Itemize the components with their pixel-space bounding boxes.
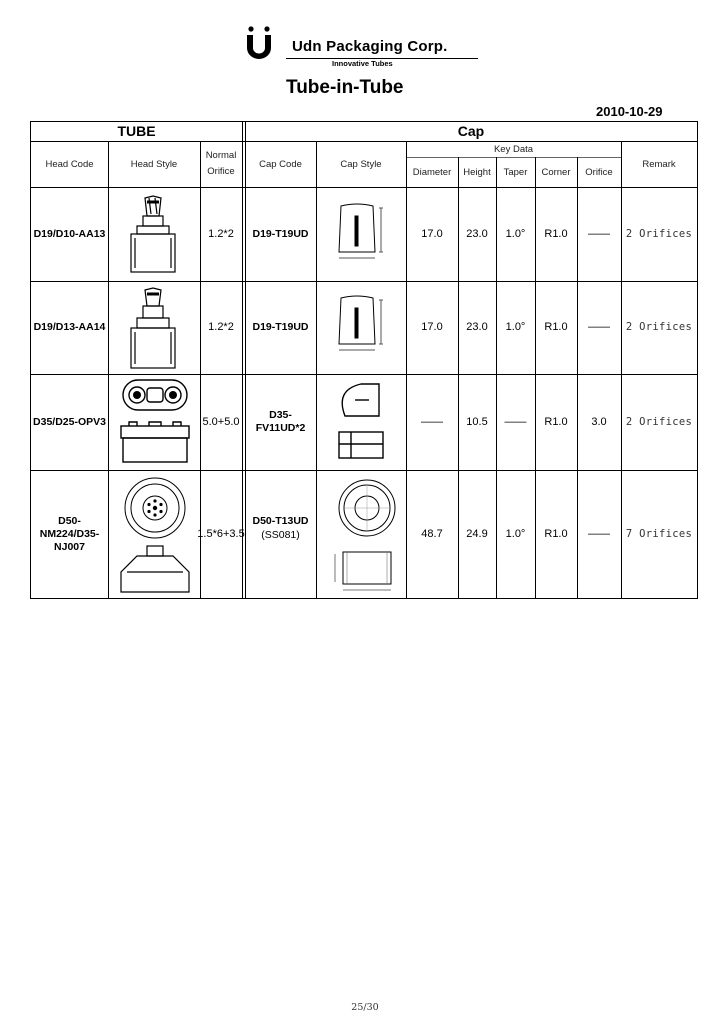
row1-normal-orifice: 1.2*2: [208, 227, 234, 240]
tube-head-drawing: [115, 474, 195, 594]
row2-head-code: D19/D13-AA14: [33, 321, 106, 333]
row2-corner: R1.0: [544, 321, 568, 333]
col-key-data: Key Data: [493, 143, 534, 155]
row1-cap-code: D19-T19UD: [252, 227, 309, 240]
row3-head-code: D35/D25-OPV3: [33, 415, 106, 428]
col-height: Height: [463, 166, 491, 178]
row3-cap-code: D35-FV11UD*2: [255, 409, 306, 434]
row4-height: 24.9: [466, 527, 488, 540]
row1-taper: 1.0°: [505, 227, 526, 240]
product-table: [30, 121, 698, 599]
row3-corner: R1.0: [544, 415, 568, 428]
document-title: Tube-in-Tube: [286, 77, 404, 98]
tube-head-drawing: [117, 378, 193, 466]
row4-taper: 1.0°: [505, 527, 526, 540]
row4-orifice: ——: [588, 527, 610, 540]
page-number: 25/30: [351, 1002, 379, 1013]
row1-diameter: 17.0: [421, 227, 443, 240]
row1-remark: 2 Orifices: [625, 227, 693, 240]
row4-head-code: D50-NM224/D35-NJ007: [39, 514, 100, 553]
row1-head-code: D19/D10-AA13: [33, 227, 106, 240]
document-date: 2010-10-29: [596, 104, 663, 119]
row3-remark: 2 Orifices: [625, 415, 693, 428]
row4-corner: R1.0: [544, 527, 568, 540]
row3-diameter: ——: [421, 415, 443, 428]
col-remark: Remark: [642, 158, 676, 170]
row1-orifice: ——: [588, 227, 610, 240]
row2-height: 23.0: [466, 321, 488, 333]
udn-logo-icon: [244, 26, 274, 60]
row2-orifice: ——: [588, 321, 610, 333]
col-cap-style: Cap Style: [340, 158, 382, 170]
row4-cap-code-sub: (SS081): [261, 529, 300, 541]
row2-diameter: 17.0: [421, 321, 443, 333]
cap-drawing: [331, 380, 395, 464]
col-diameter: Diameter: [412, 166, 452, 178]
col-orifice: Orifice: [585, 166, 613, 178]
col-cap-code: Cap Code: [259, 158, 302, 170]
col-corner: Corner: [541, 166, 571, 178]
column-divider: [108, 141, 109, 598]
row1-height: 23.0: [466, 227, 488, 240]
cap-drawing: [329, 202, 393, 266]
row4-cap-code: D50-T13UD: [252, 515, 309, 527]
row2-remark: 2 Orifices: [625, 321, 693, 333]
row4-diameter: 48.7: [421, 527, 443, 540]
tube-head-drawing: [123, 194, 183, 276]
row4-normal-orifice: 1.5*6+3.5: [197, 527, 245, 540]
company-name: Udn Packaging Corp.: [292, 38, 448, 55]
row1-corner: R1.0: [544, 227, 568, 240]
row4-cap-code-cell: [245, 514, 316, 542]
col-normal-orifice: Normal Orifice: [205, 150, 237, 177]
row4-remark: 7 Orifices: [625, 527, 693, 540]
col-head-code: Head Code: [45, 158, 94, 170]
cap-drawing: [329, 294, 393, 358]
company-tagline: Innovative Tubes: [332, 59, 393, 68]
row2-cap-code: D19-T19UD: [252, 321, 309, 333]
column-divider: [316, 141, 317, 598]
row2-normal-orifice: 1.2*2: [208, 321, 234, 333]
cap-drawing: [321, 478, 403, 594]
col-taper: Taper: [503, 166, 528, 178]
row3-taper: ——: [504, 415, 527, 428]
row3-height: 10.5: [466, 415, 488, 428]
row3-orifice: 3.0: [591, 415, 607, 428]
row3-normal-orifice: 5.0+5.0: [202, 415, 240, 428]
section-cap: Cap: [457, 123, 485, 139]
col-head-style: Head Style: [130, 158, 178, 170]
tube-head-drawing: [123, 286, 183, 370]
row2-taper: 1.0°: [505, 321, 526, 333]
section-tube: TUBE: [117, 123, 156, 139]
